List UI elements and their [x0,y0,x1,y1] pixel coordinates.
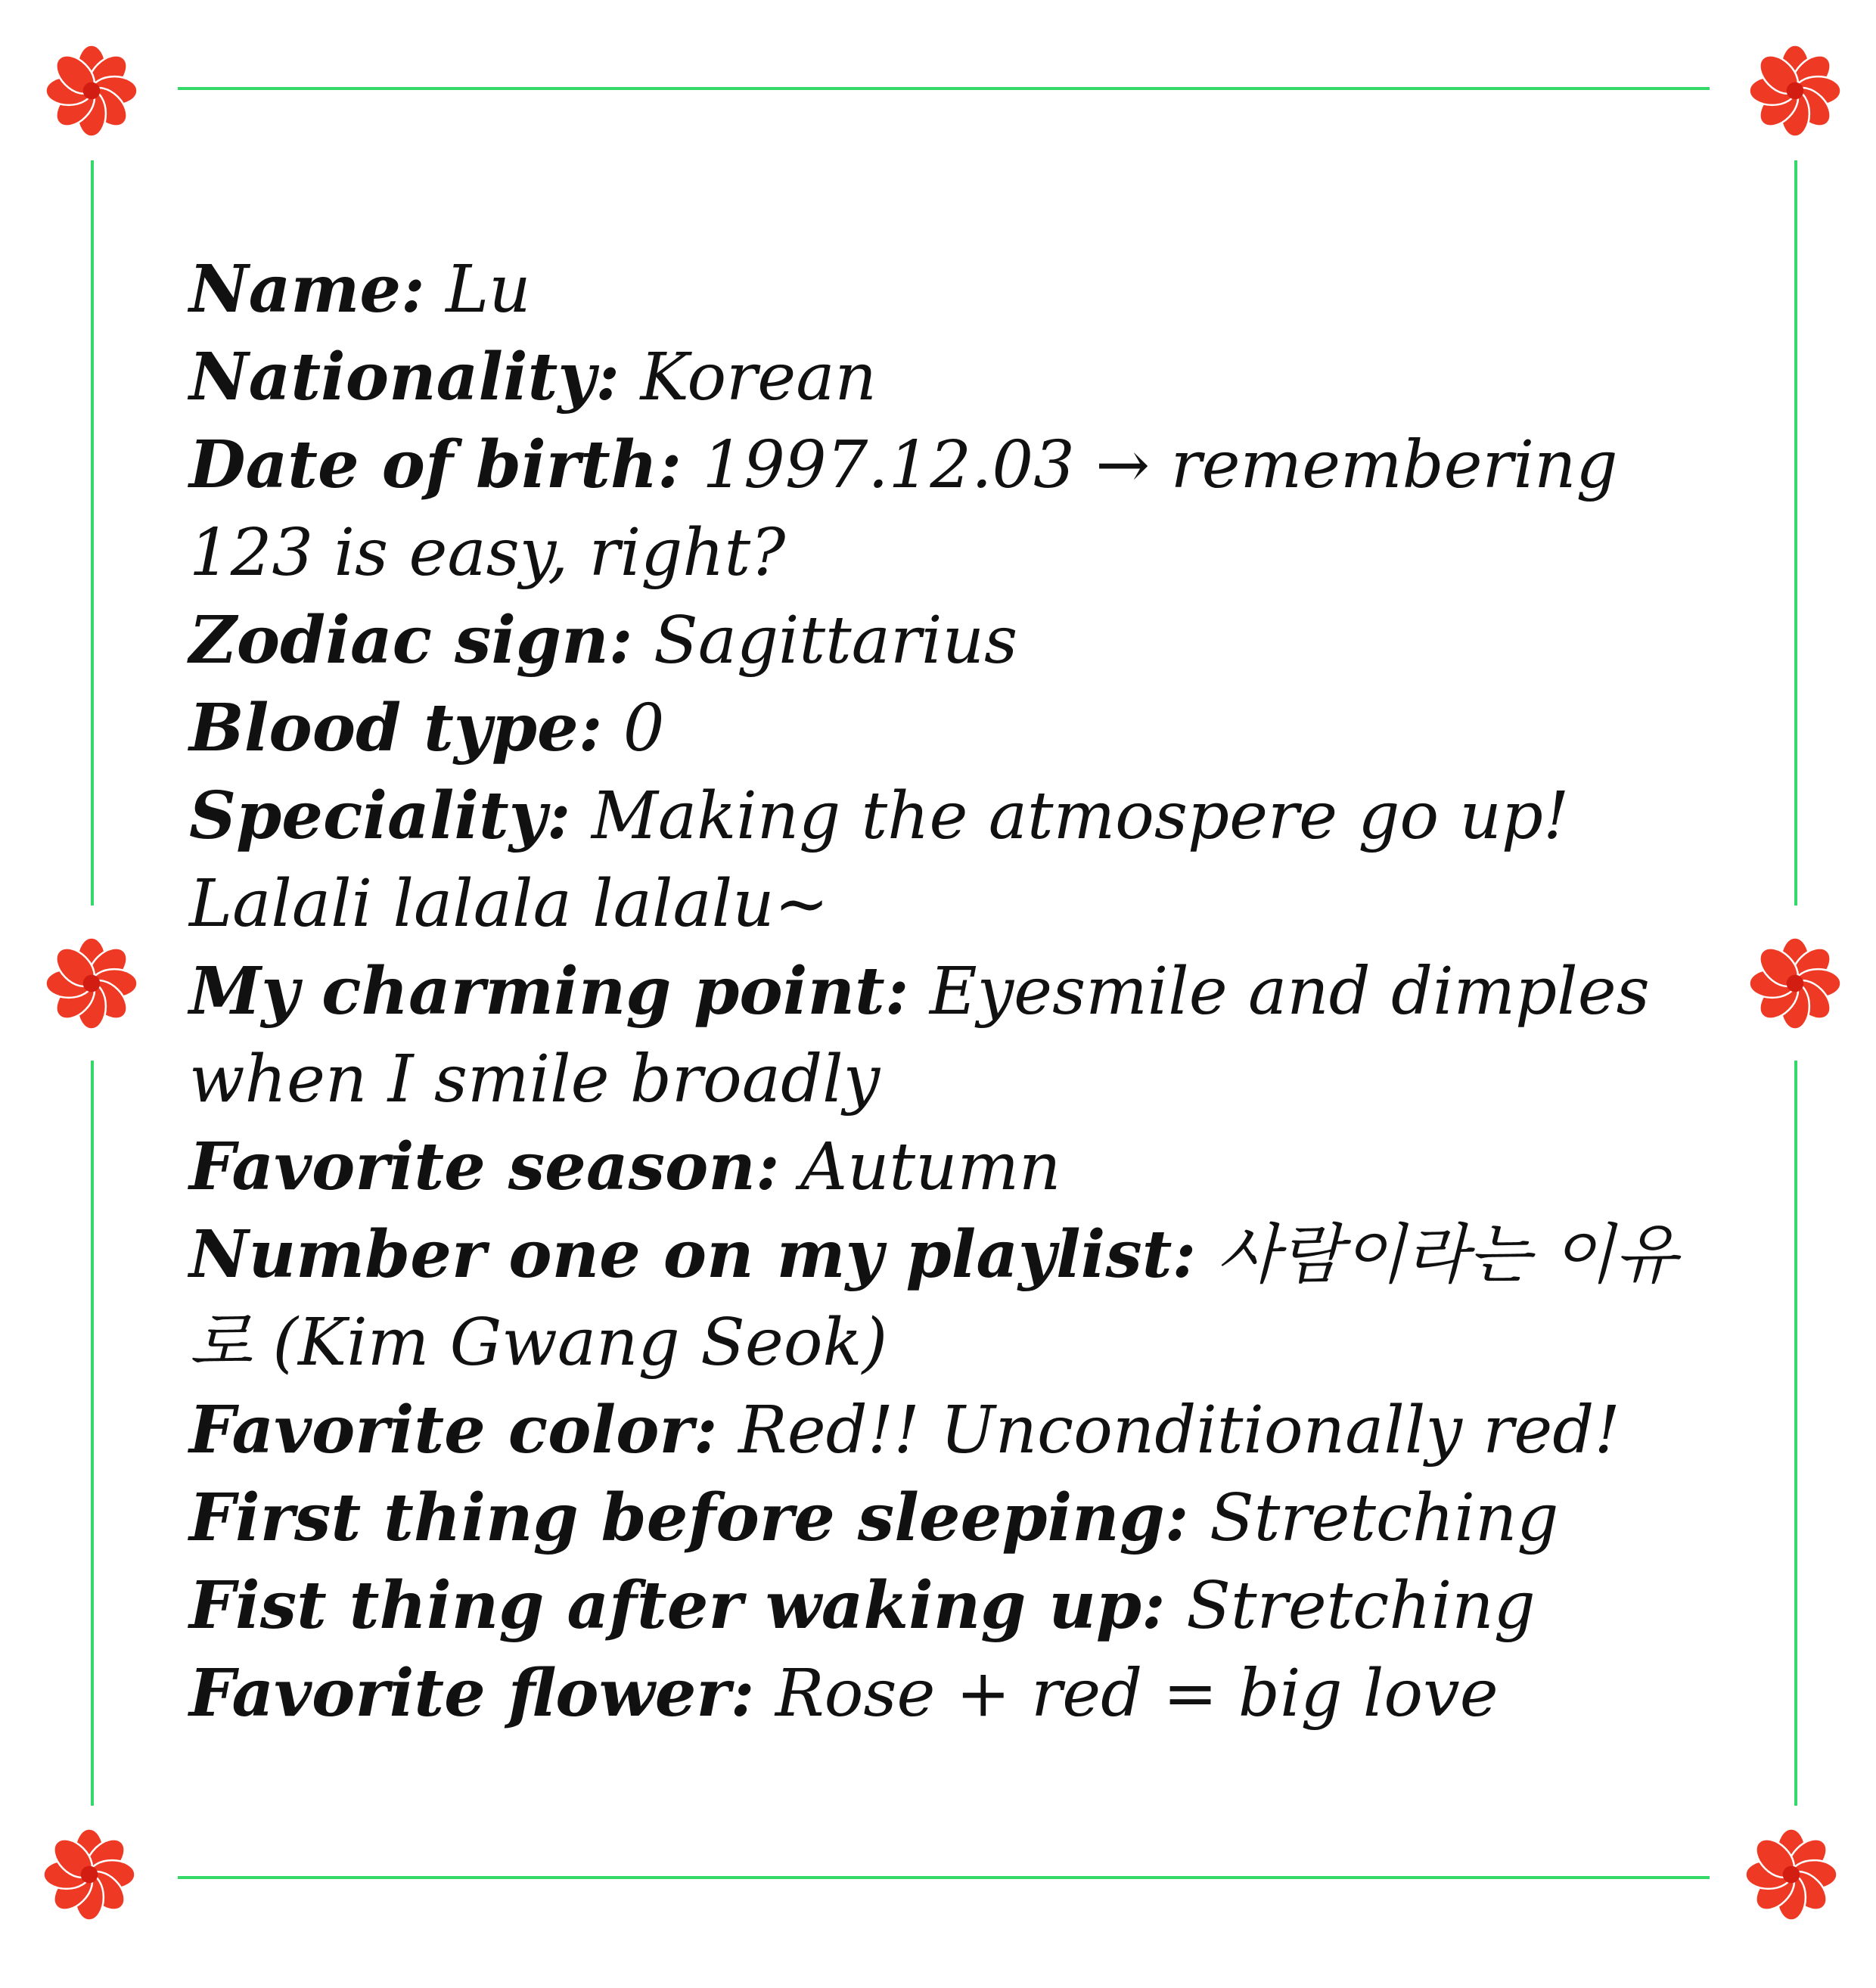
profile-row-date-of-birth [189,421,1702,597]
row-value: Lu [446,252,531,328]
row-value: Rose + red = big love [775,1656,1499,1732]
red-flower-icon-svg [1747,43,1843,138]
bottom-border-line [178,1876,1710,1879]
row-label: Name: [189,251,425,328]
left-border-line-upper [91,160,94,905]
flower-center [1787,82,1804,100]
row-label: Fist thing after waking up: [189,1567,1166,1644]
red-flower-icon [42,1827,137,1922]
profile-row-before-sleeping [189,1474,1702,1562]
row-label: Zodiac sign: [189,602,633,679]
row-label: My charming point: [189,953,909,1030]
row-label: Date of birth: [189,427,682,503]
red-flower-icon-svg [44,936,139,1031]
row-label: Favorite flower: [189,1655,755,1732]
profile-row-name [189,246,1702,334]
row-label: First thing before sleeping: [189,1480,1189,1556]
row-label: Favorite color: [189,1392,718,1468]
flower-center [1783,1866,1800,1884]
row-value: Eyesmile and dimples when I smile broadly [189,954,1650,1117]
right-border-line-lower [1794,1061,1797,1806]
profile-row-favorite-season [189,1123,1702,1211]
flower-center [83,975,101,992]
red-flower-icon [44,43,139,138]
row-value: 사람이라는 이유로 (Kim Gwang Seok) [189,1217,1678,1381]
top-border-line [178,87,1710,90]
profile-row-playlist [189,1211,1702,1387]
profile-list [189,246,1702,1738]
row-value: Autumn [800,1129,1061,1205]
red-flower-icon [1747,936,1843,1031]
profile-row-favorite-flower [189,1650,1702,1738]
red-flower-icon [1747,43,1843,138]
row-value: 1997.12.03 → remembering 123 is easy, right? [189,427,1618,591]
profile-row-nationality [189,334,1702,421]
red-flower-icon-svg [44,43,139,138]
profile-row-charming-point [189,948,1702,1123]
red-flower-icon-svg [1747,936,1843,1031]
profile-row-blood-type [189,685,1702,772]
red-flower-icon-svg [1744,1827,1839,1922]
profile-row-zodiac-sign [189,597,1702,685]
row-label: Favorite season: [189,1129,780,1205]
row-label: Speciality: [189,778,571,854]
row-value: Stretching [1209,1480,1559,1556]
row-label: Number one on my playlist: [189,1216,1197,1293]
red-flower-icon [44,936,139,1031]
right-border-line-upper [1794,160,1797,905]
profile-row-after-waking [189,1562,1702,1650]
profile-row-favorite-color [189,1387,1702,1474]
row-value: Stretching [1186,1568,1536,1644]
row-value: 0 [623,691,665,766]
row-label: Nationality: [189,339,620,415]
profile-row-speciality [189,772,1702,948]
flower-center [1787,975,1804,992]
row-value: Korean [640,340,877,415]
row-label: Blood type: [189,690,603,766]
row-value: Sagittarius [653,603,1018,679]
flower-center [83,82,101,100]
row-value: Making the atmospere go up! Lalali lalala lalalu~ [189,778,1570,942]
flower-center [81,1866,98,1884]
red-flower-icon-svg [42,1827,137,1922]
row-value: Red!! Unconditionally red! [738,1393,1620,1468]
left-border-line-lower [91,1061,94,1806]
red-flower-icon [1744,1827,1839,1922]
